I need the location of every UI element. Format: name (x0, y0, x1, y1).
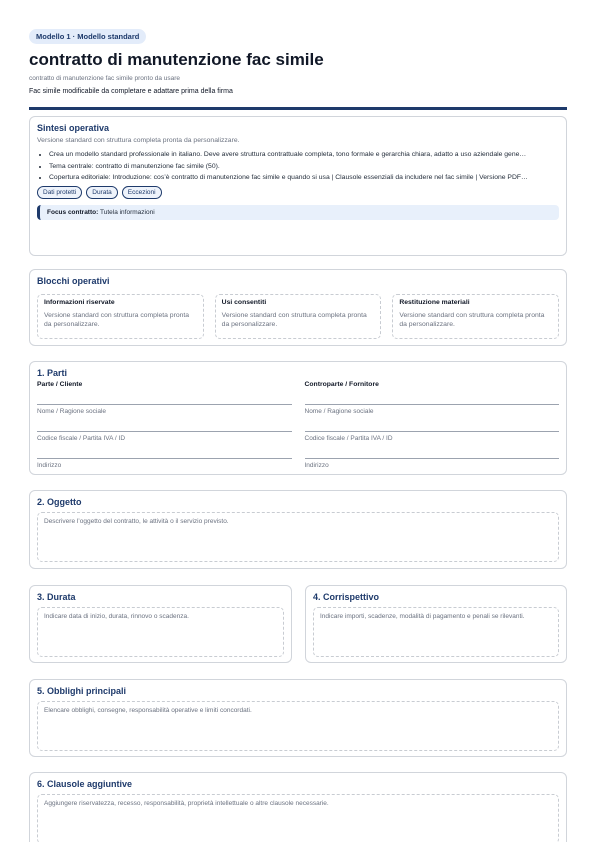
client-tax-id-field[interactable] (37, 415, 292, 432)
chip-dati-protetti[interactable]: Dati protetti (37, 186, 82, 199)
corrispettivo-textarea[interactable]: Indicare importi, scadenze, modalità di pagamento e penali se rilevanti. (313, 607, 559, 657)
blocks-card (29, 269, 567, 346)
summary-bullet: • Crea un modello standard professionale in italiano. Deve avere struttura contrattuale completa, tono formale e gerarchia chiara, adatto a uso aziendale gene… (49, 150, 559, 160)
corrispettivo-title: 4. Corrispettivo (313, 592, 380, 602)
field-label: Codice fiscale / Partita IVA / ID (304, 435, 393, 442)
block-item (215, 294, 382, 339)
parties-title: 1. Parti (37, 368, 68, 378)
summary-bullet: • Tema centrale: contratto di manutenzione fac simile (50). (49, 162, 559, 172)
supplier-tax-id-field[interactable] (305, 415, 560, 432)
focus-label: Focus contratto: (47, 208, 99, 216)
corrispettivo-card (305, 585, 567, 663)
clausole-title: 6. Clausole aggiuntive (37, 779, 133, 789)
summary-bullets (37, 150, 559, 183)
focus-value: Tutela informazioni (99, 208, 155, 216)
parties-grid (37, 381, 559, 469)
summary-subtitle: Versione standard con struttura completa pronta da personalizzare. (37, 137, 240, 144)
block-text: Versione standard con struttura completa pronta da personalizzare. (221, 312, 367, 328)
document-header (29, 26, 567, 110)
blocks-grid (37, 294, 559, 339)
obblighi-card (29, 679, 567, 757)
summary-bullet: • Copertura editoriale: Introduzione: cos’è contratto di manutenzione fac simile e quando si usa | Clausole essenziali da includere nel fac simile | Versione PDF… (49, 173, 559, 183)
supplier-address-field[interactable] (305, 442, 560, 459)
summary-title: Sintesi operativa (37, 123, 110, 133)
chip-eccezioni[interactable]: Eccezioni (122, 186, 162, 199)
block-item (37, 294, 204, 339)
blocks-title: Blocchi operativi (37, 276, 110, 286)
durata-title: 3. Durata (37, 592, 76, 602)
block-title: Informazioni riservate (44, 299, 115, 306)
template-badge: Modello 1 · Modello standard (29, 29, 146, 44)
party-supplier (305, 381, 560, 469)
chip-durata[interactable]: Durata (86, 186, 118, 199)
oggetto-title: 2. Oggetto (37, 497, 82, 507)
obblighi-title: 5. Obblighi principali (37, 686, 127, 696)
field-label: Indirizzo (37, 462, 62, 469)
focus-callout (37, 205, 559, 220)
field-label: Indirizzo (304, 462, 329, 469)
party-client-head: Parte / Cliente (37, 381, 83, 388)
header-divider (29, 107, 567, 110)
block-title: Restituzione materiali (399, 299, 470, 306)
supplier-name-field[interactable] (305, 388, 560, 405)
tag-chips (37, 186, 559, 199)
oggetto-textarea[interactable]: Descrivere l’oggetto del contratto, le attività o il servizio previsto. (37, 512, 559, 562)
oggetto-card (29, 490, 567, 569)
block-text: Versione standard con struttura completa pronta da personalizzare. (399, 312, 545, 328)
client-name-field[interactable] (37, 388, 292, 405)
clausole-textarea[interactable]: Aggiungere riservatezza, recesso, responsabilità, proprietà intellettuale o altre clausole necessarie. (37, 794, 559, 842)
page-subtitle: contratto di manutenzione fac simile pronto da usare (29, 75, 181, 82)
page-intro: Fac simile modificabile da completare e adattare prima della firma (29, 88, 233, 95)
party-supplier-head: Controparte / Fornitore (304, 381, 379, 388)
durata-textarea[interactable]: Indicare data di inizio, durata, rinnovo o scadenza. (37, 607, 284, 657)
obblighi-textarea[interactable]: Elencare obblighi, consegne, responsabilità operative e limiti concordati. (37, 701, 559, 751)
page-title: contratto di manutenzione fac simile (29, 50, 324, 69)
client-address-field[interactable] (37, 442, 292, 459)
parties-card (29, 361, 567, 475)
field-label: Codice fiscale / Partita IVA / ID (37, 435, 126, 442)
block-item (392, 294, 559, 339)
field-label: Nome / Ragione sociale (37, 408, 107, 415)
block-title: Usi consentiti (221, 299, 267, 306)
durata-card (29, 585, 292, 663)
field-label: Nome / Ragione sociale (304, 408, 374, 415)
party-client (37, 381, 292, 469)
clausole-card (29, 772, 567, 842)
summary-card (29, 116, 567, 256)
block-text: Versione standard con struttura completa pronta da personalizzare. (44, 312, 190, 328)
